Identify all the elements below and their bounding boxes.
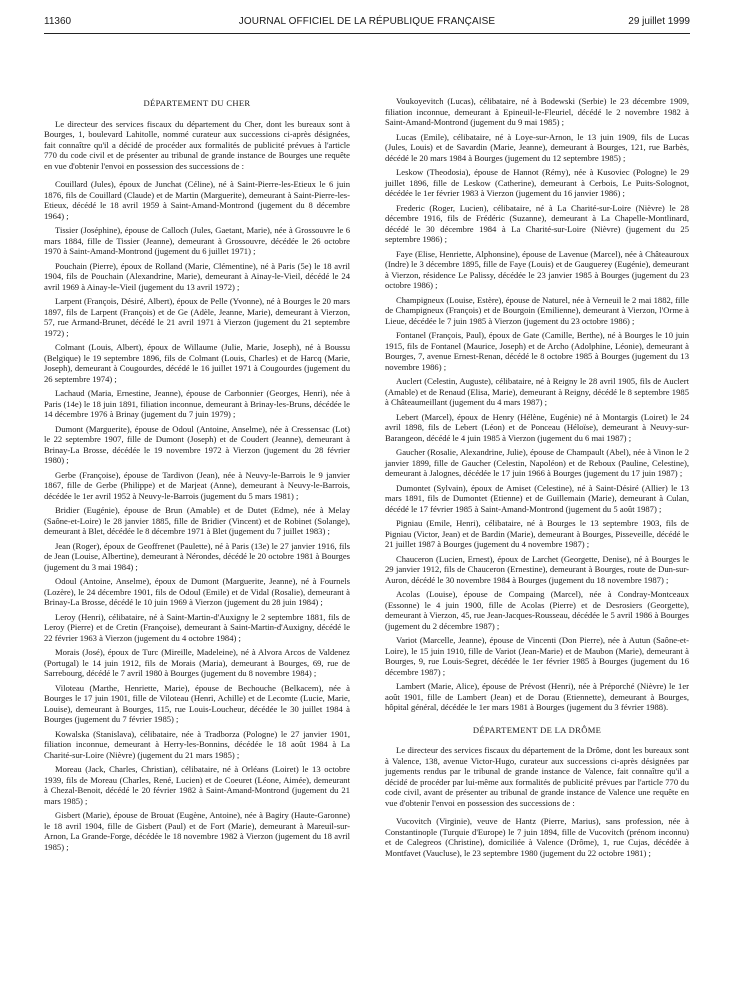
header-rule [44, 33, 690, 34]
succession-entry: Dumontet (Sylvain), époux de Amiset (Celestine), né à Saint-Désiré (Allier) le 13 mars 1891, fils de Dumontet (Etienne) et de Guillemain (Marie), demeurant à Culan, décédé le 17 février 1985 à Saint-Amand-Montrond (jugement du 5 août 1987) ; [385, 482, 689, 514]
succession-entry: Lebert (Marcel), époux de Henry (Hélène, Eugénie) né à Montargis (Loiret) le 24 avril 1898, fils de Lebert (Léon) et de Ponceau (Héloïse), demeurant à Neuvy-sur-Barangeon, décédé le 4 juin 1985 à Vierzon (jugement du 6 mai 1987) ; [385, 411, 689, 443]
succession-entry: Larpent (François, Désiré, Albert), époux de Pelle (Yvonne), né à Bourges le 20 mars 1897, fils de Larpent (François) et de Ge (Adèle, Jeanne, Marie), demeurant à Vierzon, 57, rue Armand-Brunet, décédé le 21 avril 1971 à Vierzon (jugement du 21 septembre 1972) ; [44, 296, 350, 338]
succession-entry: Fontanel (François, Paul), époux de Gate (Camille, Berthe), né à Bourges le 10 juin 1915, fils de Fontanel (Maurice, Joseph) et de Archo (Adolphine, Léonie), demeurant à Bourges, 7, avenue Ernest-Renan, décédé le 8 octobre 1985 à Bourges (jugement du 13 novembre 1986) ; [385, 330, 689, 372]
succession-entry: Lambert (Marie, Alice), épouse de Prévost (Henri), née à Préporché (Nièvre) le 1er août 1901, fille de Lambert (Jean) et de Dorau (Etiennette), demeurant à Bourges, hôpital général, décédée le 1er mars 1981 à Bourges (jugement du 3 février 1988). [385, 681, 689, 712]
issue-date: 29 juillet 1999 [628, 16, 690, 27]
intro-paragraph-cher: Le directeur des services fiscaux du département du Cher, dont les bureaux sont à Bourges, 1, boulevard Lahitolle, nommé curateur aux successions ci-après désignées, fait connaître qu'il a décidé de procéder aux formalités de publicité prévues à l'article 770 du code civil et de présenter au tribunal de grande instance de Bourges une requête en vue d'obtenir l'envoi en possession des successions de : [44, 118, 350, 171]
journal-title: JOURNAL OFFICIEL DE LA RÉPUBLIQUE FRANÇAISE [238, 16, 496, 27]
succession-entry: Auclert (Celestin, Auguste), célibataire, né à Reigny le 28 avril 1905, fils de Auclert (Amable) et de Renaud (Elisa, Marie), demeurant à Reigny, décédé le 8 septembre 1985 à Châteaumeillant (jugement du 4 mars 1987) ; [385, 376, 689, 407]
intro-paragraph-drome: Le directeur des services fiscaux du département de la Drôme, dont les bureaux sont à Valence, 138, avenue Victor-Hugo, curateur aux successions ci-après désignées par jugements rendus par le tribunal de grande instance de Valence, fait connaître qu'il a décidé de procéder par lui-même aux formalités de publicité prévues par l'article 770 du code civil, avant de présenter au tribunal de grande instance de Valence une requête en vue d'obtenir l'envoi en possession des successions de : [385, 745, 689, 808]
succession-entry: Odoul (Antoine, Anselme), époux de Dumont (Marguerite, Jeanne), né à Fournels (Lozère), le 24 décembre 1901, fils de Odoul (Emile) et de Vidal (Rosalie), demeurant à Brinay-La Brosse, décédé le 10 juin 1969 à Vierzon (jugement du 28 juin 1984) ; [44, 576, 350, 607]
succession-entry: Pigniau (Emile, Henri), célibataire, né à Bourges le 13 septembre 1903, fils de Pigniau (Victor, Jean) et de Bardin (Marie), demeurant à Bourges, Pisseveille, décédé le 21 juillet 1987 à Bourges (jugement du 4 novembre 1987) ; [385, 518, 689, 549]
page-header [44, 15, 690, 29]
department-heading-drome: DÉPARTEMENT DE LA DRÔME [472, 724, 602, 735]
page-number: 11360 [44, 16, 72, 27]
entries-list-cher-continued [385, 96, 689, 713]
entries-list-cher [44, 179, 350, 852]
succession-entry: Leskow (Theodosia), épouse de Hannot (Rémy), née à Kusoviec (Pologne) le 29 juillet 1896, fille de Leskow (Catherine), demeurant à Cerbois, Le Puits-Solognot, décédée le 1er février 1983 à Vierzon (jugement du 16 janvier 1986) ; [385, 167, 689, 198]
left-column [44, 96, 350, 856]
succession-entry: Gisbert (Marie), épouse de Brouat (Eugène, Antoine), née à Bagiry (Haute-Garonne) le 18 avril 1904, fille de Gisbert (Paul) et de Fort (Marie), demeurant à Mareuil-sur-Arnon, La Grande-Forge, décédée le 18 novembre 1982 à Vierzon (jugement du 18 avril 1985) ; [44, 810, 350, 852]
succession-entry: Bridier (Eugénie), épouse de Brun (Amable) et de Dutet (Edme), née à Melay (Saône-et-Loire) le 28 janvier 1885, fille de Bridier (Vincent) et de Robinet (Solange), demeurant à Blet, décédée le 8 décembre 1971 à Blet (jugement du 7 juillet 1983) ; [44, 505, 350, 536]
succession-entry: Tissier (Joséphine), épouse de Calloch (Jules, Gaetant, Marie), née à Grossouvre le 6 mars 1884, fille de Tissier (Jeanne), demeurant à Grossouvre, décédée le 26 octobre 1970 à Saint-Amand-Montrond (jugement du 6 juillet 1971) ; [44, 225, 350, 256]
department-heading-cher: DÉPARTEMENT DU CHER [143, 98, 251, 108]
succession-entry: Dumont (Marguerite), épouse de Odoul (Antoine, Anselme), née à Cressensac (Lot) le 22 septembre 1907, fille de Dumont (Joseph) et de Coudert (Jeanne), demeurant à Brinay-La Brosse, décédée le 19 novembre 1972 à Vierzon (jugement du 28 février 1980) ; [44, 423, 350, 465]
succession-entry: Leroy (Henri), célibataire, né à Saint-Martin-d'Auxigny le 2 septembre 1881, fils de Leroy (Pierre) et de Cretin (Françoise), demeurant à Saint-Martin-d'Auxigny, décédé le 22 février 1963 à Vierzon (jugement du 4 octobre 1984) ; [44, 611, 350, 643]
succession-entry: Jean (Roger), époux de Geoffrenet (Paulette), né à Paris (13e) le 27 janvier 1916, fils de Jean (Louise, Albertine), demeurant à Nérondes, décédé le 20 octobre 1981 à Bourges (jugement du 3 mai 1984) ; [44, 540, 350, 572]
succession-entry: Faye (Elise, Henriette, Alphonsine), épouse de Lavenue (Marcel), née à Châteauroux (Indre) le 3 décembre 1895, fille de Faye (Louis) et de Gauguerey (Eugénie), demeurant à Vierzon, résidence Le Palissy, décédée le 23 janvier 1985 à Bourges (jugement du 23 octobre 1986) ; [385, 248, 689, 290]
succession-entry: Lachaud (Maria, Ernestine, Jeanne), épouse de Carbonnier (Georges, Henri), née à Paris (14e) le 18 juin 1891, filiation inconnue, demeurant à Brinay-les-Bruns, décédée le 14 décembre 1976 à Brinay (jugement du 7 juin 1979) ; [44, 388, 350, 419]
succession-entry: Couillard (Jules), époux de Junchat (Céline), né à Saint-Pierre-les-Etieux le 6 juin 1876, fils de Couillard (Claude) et de Martin (Marguerite), demeurant à Saint-Pierre-les-Etieux, décédé le 18 avril 1959 à Saint-Amand-Montrond (jugement du 8 décembre 1964) ; [44, 179, 350, 221]
succession-entry: Vucovitch (Virginie), veuve de Hantz (Pierre, Marius), sans profession, née à Constantinople (Turquie d'Europe) le 7 juin 1894, fille de Vucovitch (prénom inconnu) et de Calegreos (Christine), domiciliée à Valence (Drôme), 1, rue Cujas, décédée à Montfavet (Vaucluse), le 23 septembre 1980 (jugement du 22 octobre 1981) ; [385, 816, 689, 858]
succession-entry: Lucas (Emile), célibataire, né à Loye-sur-Arnon, le 13 juin 1909, fils de Lucas (Jules, Louis) et de Savardin (Marie, Jeanne), demeurant à Bourges, 121, rue Barbès, décédé le 20 mars 1984 à Bourges (jugement du 12 septembre 1985) ; [385, 131, 689, 163]
right-column [385, 96, 689, 862]
succession-entry: Acolas (Louise), épouse de Compaing (Marcel), née à Condray-Montceaux (Essonne) le 4 juin 1900, fille de Acolas (Pierre) et de Desrosiers (Georgette), demeurant à Vierzon, 45, rue Jean-Jacques-Rousseau, décédée le 5 avril 1986 à Bourges (jugement du 2 décembre 1987) ; [385, 589, 689, 631]
succession-entry: Variot (Marcelle, Jeanne), épouse de Vincenti (Don Pierre), née à Autun (Saône-et-Loire), le 15 juin 1910, fille de Variot (Jean-Marie) et de Maubon (Marie), demeurant à Bourges, 9, rue Louis-Segret, décédée le 1er février 1985 à Bourges (jugement du 16 décembre 1987) ; [385, 635, 689, 677]
succession-entry: Colmant (Louis, Albert), époux de Willaume (Julie, Marie, Joseph), né à Boussu (Belgique) le 19 septembre 1896, fils de Colmant (Louis, Charles) et de Harcq (Marie, Joseph), demeurant à Cougourdes, décédé le 16 juillet 1971 à Cougourdes (jugement du 26 septembre 1974) ; [44, 342, 350, 384]
succession-entry: Moreau (Jack, Charles, Christian), célibataire, né à Orléans (Loiret) le 13 octobre 1939, fils de Moreau (Charles, René, Lucien) et de Coeuret (Léone, Aimée), demeurant à Chezal-Benoit, décédé le 20 février 1982 à Saint-Amand-Montrond (jugement du 21 mars 1985) ; [44, 764, 350, 806]
succession-entry: Champigneux (Louise, Estère), épouse de Naturel, née à Verneuil le 2 mai 1882, fille de Champigneux (François) et de Bourgoin (Emilienne), demeurant à Vierzon, l'Orme à Lieue, décédée le 7 juin 1985 à Vierzon (jugement du 23 octobre 1986) ; [385, 294, 689, 326]
succession-entry: Morais (José), époux de Turc (Mireille, Madeleine), né à Alvora Arcos de Valdenez (Portugal) le 14 juin 1912, fils de Morais (Maria), demeurant à Bourges, 69, rue de Sarrebourg, décédé le 7 avril 1980 à Bourges (jugement du 8 novembre 1984) ; [44, 647, 350, 678]
succession-entry: Voukoyevitch (Lucas), célibataire, né à Bodewski (Serbie) le 23 décembre 1909, filiation inconnue, demeurant à Epineuil-le-Fleuriel, décédé le 2 novembre 1982 à Saint-Amand-Montrond (jugement du 9 mai 1985) ; [385, 96, 689, 127]
succession-entry: Viloteau (Marthe, Henriette, Marie), épouse de Bechouche (Belkacem), née à Bourges le 17 juin 1901, fille de Viloteau (Henri, Achille) et de Lecomte (Lucie, Marie, Louise), demeurant à Bourges, 115, rue Louis-Loucheur, décédée le 30 juillet 1984 à Bourges (jugement du 7 février 1985) ; [44, 682, 350, 724]
succession-entry: Pouchain (Pierre), époux de Rolland (Marie, Clémentine), né à Paris (5e) le 18 avril 1904, fils de Pouchain (Alexandrine, Marie), demeurant à Ainay-le-Vieil, décédé le 24 avril 1969 à Ainay-le-Vieil (jugement du 13 avril 1972) ; [44, 260, 350, 292]
succession-entry: Gaucher (Rosalie, Alexandrine, Julie), épouse de Champault (Abel), née à Vinon le 2 janvier 1899, fille de Gaucher (Celestin, Napoléon) et de Reboux (Pauline, Celestine), demeurant à Jalognes, décédée le 17 juin 1966 à Bourges (jugement du 17 juin 1987) ; [385, 447, 689, 478]
succession-entry: Chauceron (Lucien, Ernest), époux de Larchet (Georgette, Denise), né à Bourges le 29 janvier 1912, fils de Chauceron (Ernestine), demeurant à Bourges, route de Dun-sur-Auron, décédé le 30 novembre 1984 à Bourges (jugement du 18 novembre 1987) ; [385, 553, 689, 585]
succession-entry: Frederic (Roger, Lucien), célibataire, né à La Charité-sur-Loire (Nièvre) le 28 décembre 1916, fils de Frédéric (Suzanne), demeurant à La Chapelle-Montlinard, décédé le 30 décembre 1984 à La Charité-sur-Loire (Nièvre) (jugement du 25 septembre 1986) ; [385, 202, 689, 244]
succession-entry: Gerbe (Françoise), épouse de Tardivon (Jean), née à Neuvy-le-Barrois le 9 janvier 1867, fille de Gerbe (Philippe) et de Marjeat (Anne), demeurant à Neuvy-le-Barrois, décédée le 1er avril 1952 à Neuvy-le-Barrois (jugement du 5 mars 1981) ; [44, 469, 350, 501]
succession-entry: Kowalska (Stanislava), célibataire, née à Tradborza (Pologne) le 27 janvier 1901, filiation inconnue, demeurant à Herry-les-Bonnins, décédée le 18 août 1984 à La Charité-sur-Loire (Nièvre) (jugement du 21 mars 1985) ; [44, 728, 350, 760]
